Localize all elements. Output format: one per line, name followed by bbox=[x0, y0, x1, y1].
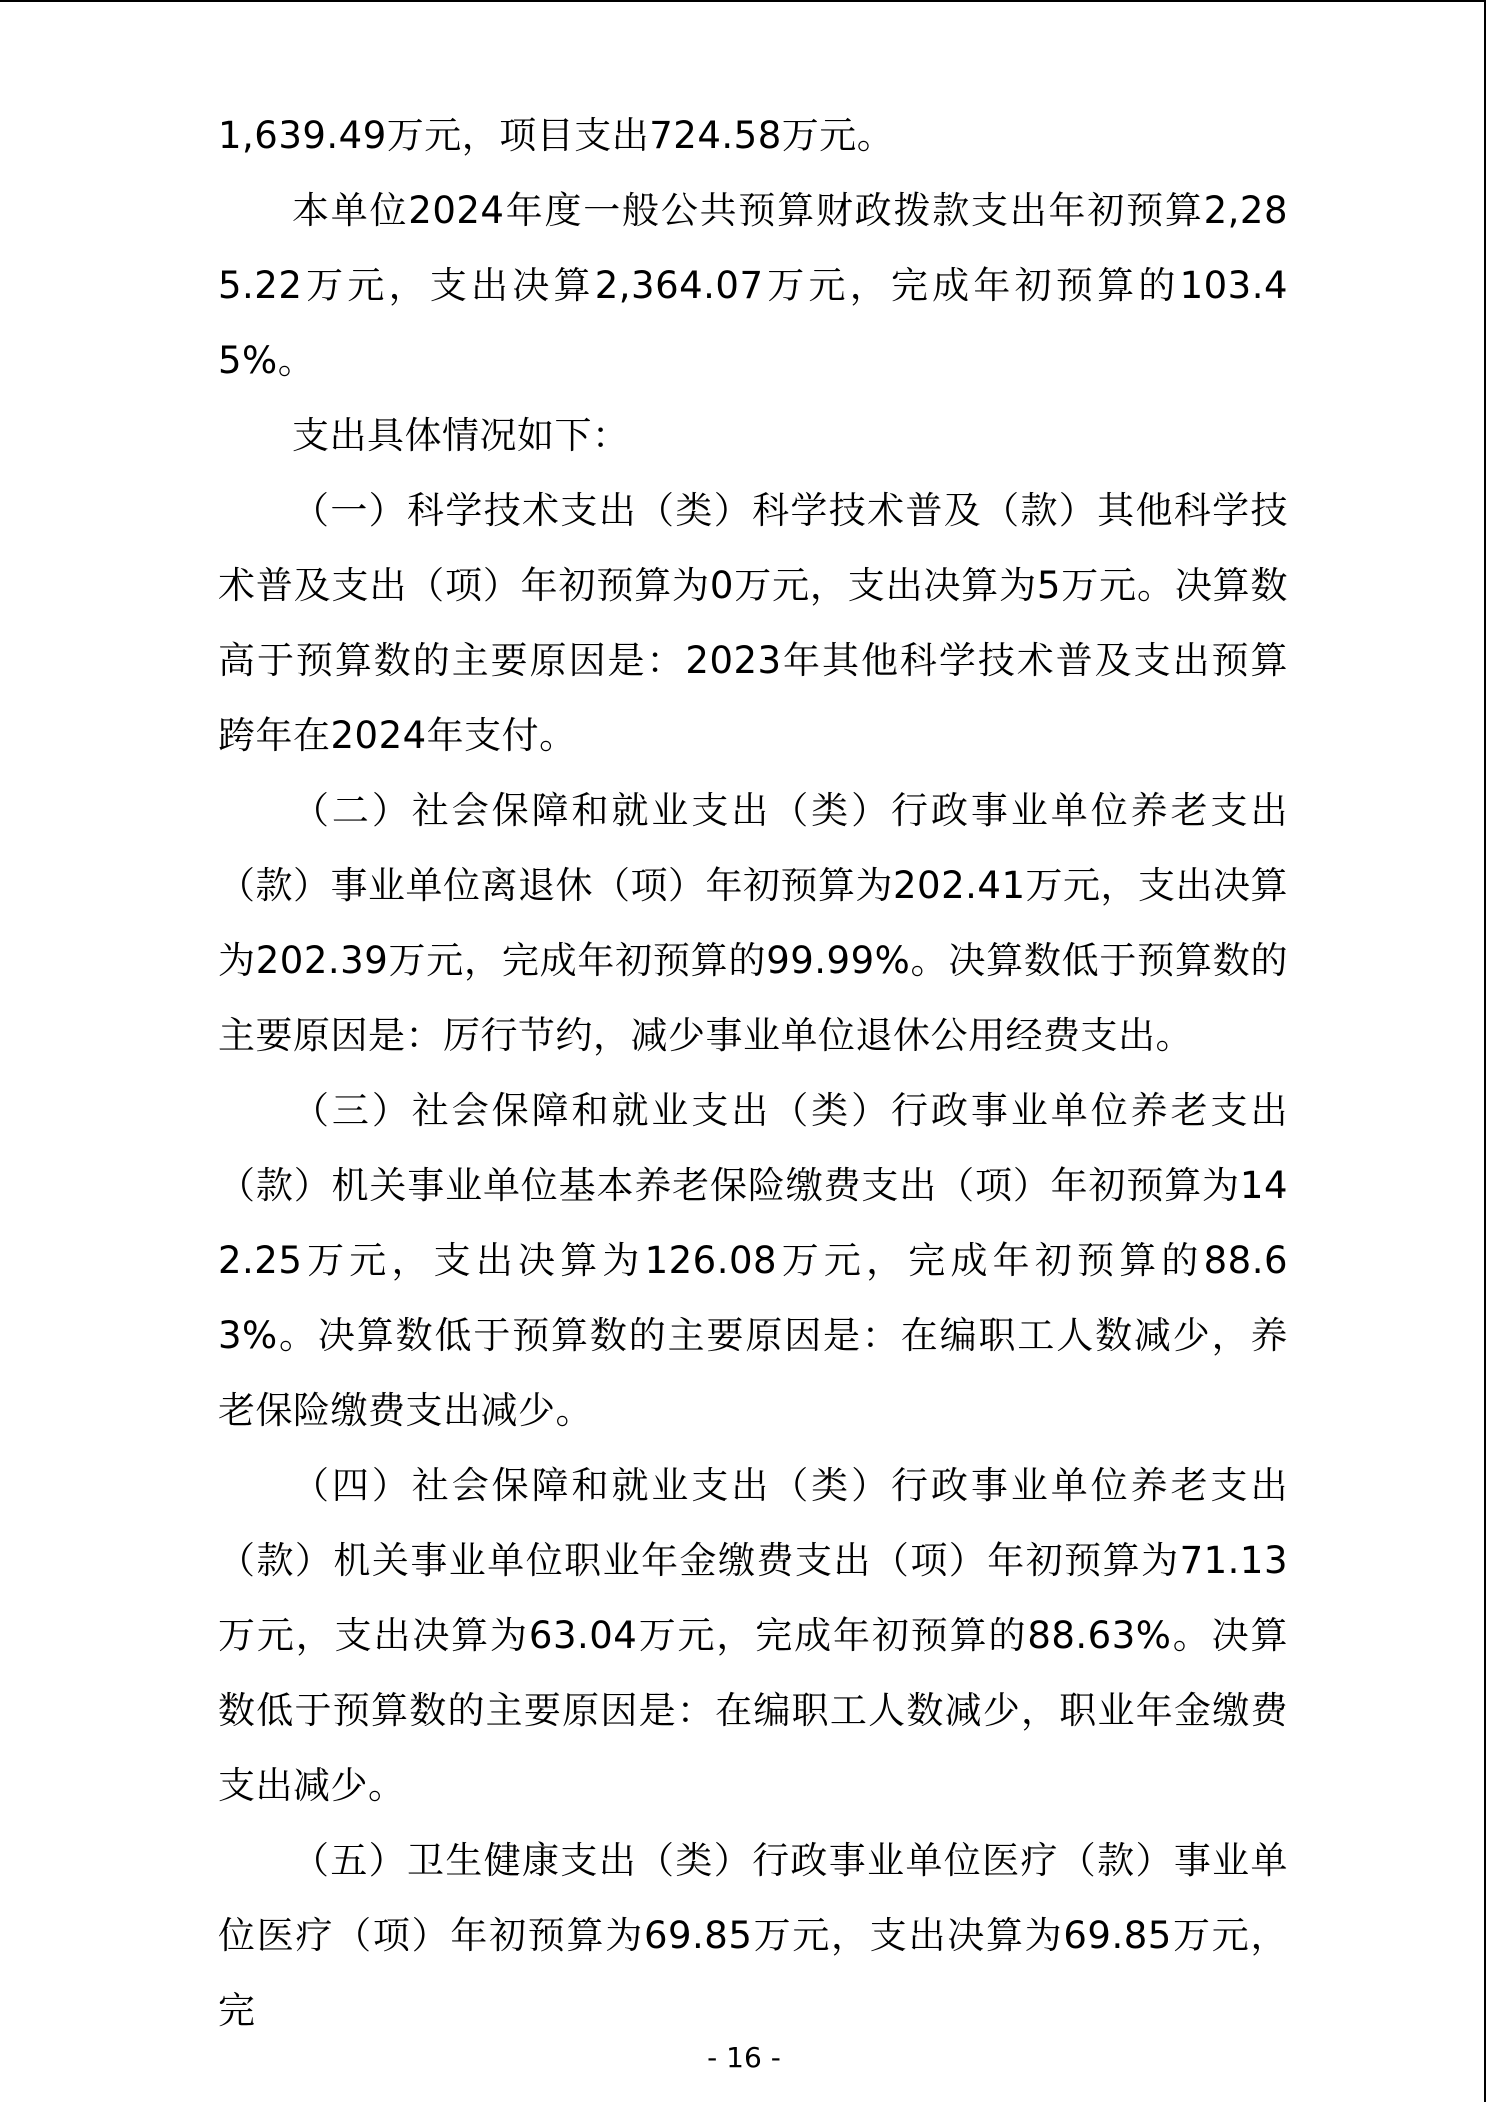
paragraph-1: 1,639.49万元，项目支出724.58万元。 bbox=[218, 114, 895, 157]
document-body bbox=[218, 98, 1288, 2048]
paragraph-7: （四）社会保障和就业支出（类）行政事业单位养老支出（款）机关事业单位职业年金缴费支出（项）年初预算为71.13万元，支出决算为63.04万元，完成年初预算的88.63%。决算数低于预算数的主要原因是：在编职工人数减少，职业年金缴费支出减少。 bbox=[218, 1464, 1288, 1807]
paragraph-3: 支出具体情况如下： bbox=[292, 414, 630, 457]
paragraph-2: 本单位2024年度一般公共预算财政拨款支出年初预算2,285.22万元，支出决算2,364.07万元，完成年初预算的103.45%。 bbox=[218, 189, 1288, 382]
page-number: - 16 - bbox=[707, 2041, 781, 2074]
paragraph-6: （三）社会保障和就业支出（类）行政事业单位养老支出（款）机关事业单位基本养老保险缴费支出（项）年初预算为142.25万元，支出决算为126.08万元，完成年初预算的88.63%。决算数低于预算数的主要原因是：在编职工人数减少，养老保险缴费支出减少。 bbox=[218, 1089, 1288, 1432]
paragraph-8: （五）卫生健康支出（类）行政事业单位医疗（款）事业单位医疗（项）年初预算为69.85万元，支出决算为69.85万元，完 bbox=[218, 1839, 1288, 2032]
paragraph-4: （一）科学技术支出（类）科学技术普及（款）其他科学技术普及支出（项）年初预算为0万元，支出决算为5万元。决算数高于预算数的主要原因是：2023年其他科学技术普及支出预算跨年在2024年支付。 bbox=[218, 489, 1288, 757]
paragraph-5: （二）社会保障和就业支出（类）行政事业单位养老支出（款）事业单位离退休（项）年初预算为202.41万元，支出决算为202.39万元，完成年初预算的99.99%。决算数低于预算数的主要原因是：厉行节约，减少事业单位退休公用经费支出。 bbox=[218, 789, 1288, 1057]
